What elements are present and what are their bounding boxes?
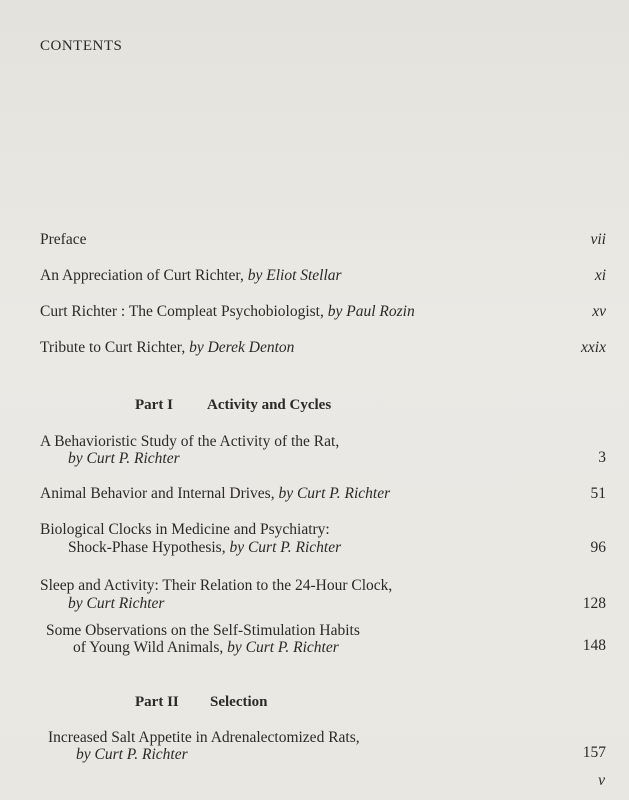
toc-entry-tribute xyxy=(40,339,294,357)
page-number xyxy=(591,231,607,249)
entry-author: by Curt P. Richter xyxy=(68,450,180,467)
page-number: 148 xyxy=(582,637,606,654)
entry-author: by Curt P. Richter xyxy=(229,539,342,556)
entry-author: by Curt P. Richter xyxy=(76,746,188,763)
page-number xyxy=(595,267,606,285)
toc-entry-line2 xyxy=(68,539,341,557)
entry-line: Increased Salt Appetite in Adrenalectomized Rats, xyxy=(48,729,360,746)
folio-text: v xyxy=(598,772,605,789)
entry-author: by Curt P. Richter xyxy=(278,485,391,502)
entry-line: A Behavioristic Study of the Activity of the Rat, xyxy=(40,433,340,450)
toc-entry-compleat xyxy=(40,303,415,321)
entry-author: by Curt Richter xyxy=(68,595,165,612)
contents-heading: CONTENTS xyxy=(40,38,123,54)
toc-entry xyxy=(40,485,390,503)
page-number-text: xxix xyxy=(581,339,606,356)
part1-title: Activity and Cycles xyxy=(207,397,332,413)
entry-title: Tribute to Curt Richter, xyxy=(40,339,190,356)
entry-line: Sleep and Activity: Their Relation to the 24-Hour Clock, xyxy=(40,577,393,594)
page-number xyxy=(581,339,606,357)
page-number-text: xi xyxy=(594,267,606,284)
toc-entry-appreciation xyxy=(40,267,342,285)
part2-title: Selection xyxy=(210,694,268,710)
page-number: 157 xyxy=(582,744,606,761)
entry-title: Preface xyxy=(40,231,87,248)
page-number-text: vii xyxy=(590,231,606,248)
folio xyxy=(598,772,605,790)
page-number: 128 xyxy=(582,595,606,612)
page-number: 96 xyxy=(590,539,606,556)
toc-entry-preface xyxy=(40,231,86,249)
toc-entry-line2 xyxy=(73,639,339,657)
page-number: 51 xyxy=(590,485,606,502)
entry-line: Some Observations on the Self-Stimulation Habits xyxy=(46,622,360,639)
entry-title: Animal Behavior and Internal Drives, xyxy=(40,485,279,502)
entry-title: Shock-Phase Hypothesis, xyxy=(68,539,230,556)
entry-title: An Appreciation of Curt Richter, xyxy=(40,267,248,284)
entry-author: by Curt P. Richter xyxy=(227,639,339,656)
page-number-text: xv xyxy=(592,303,606,320)
entry-line: Biological Clocks in Medicine and Psychiatry: xyxy=(40,521,330,538)
entry-author: by Eliot Stellar xyxy=(247,267,342,284)
page-number xyxy=(592,303,606,321)
entry-author: by Derek Denton xyxy=(189,339,295,356)
part1-label: Part I xyxy=(135,397,173,413)
entry-author: by Paul Rozin xyxy=(327,303,415,320)
entry-title: of Young Wild Animals, xyxy=(73,639,228,656)
page-number: 3 xyxy=(598,449,606,466)
entry-title: Curt Richter : The Compleat Psychobiologist, xyxy=(40,303,328,320)
part2-label: Part II xyxy=(135,694,179,710)
